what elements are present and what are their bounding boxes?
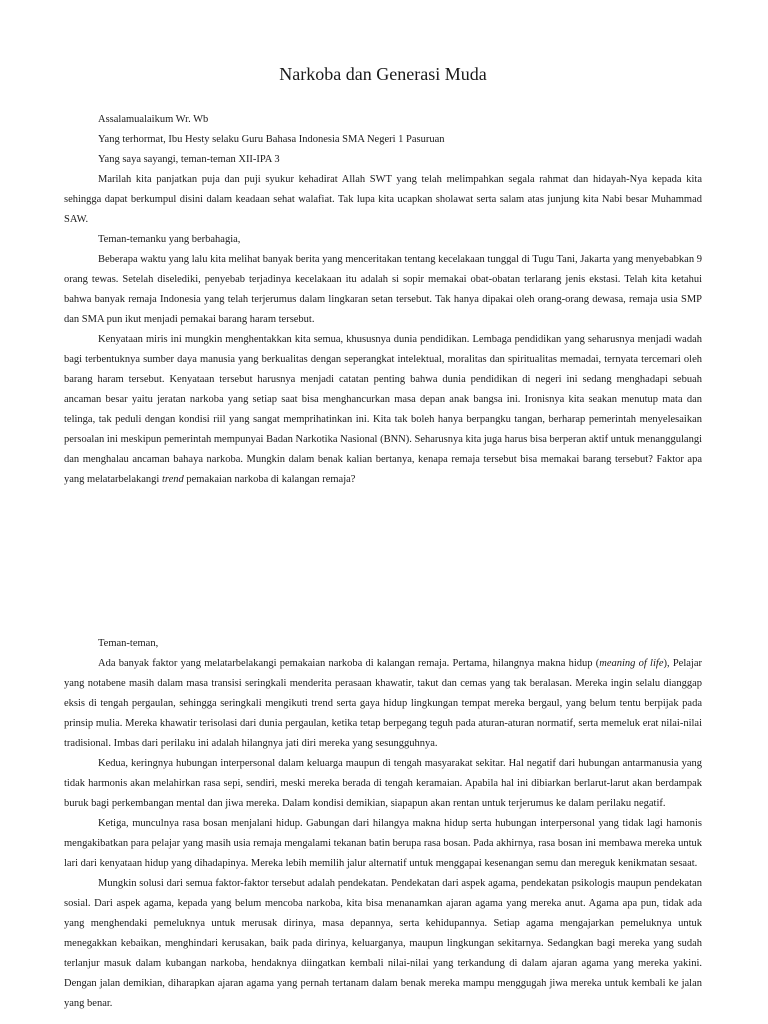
body-paragraph [64, 330, 702, 490]
intro-paragraph: Marilah kita panjatkan puja dan puji syukur kehadirat Allah SWT yang telah melimpahkan segala rahmat dan hidayah-Nya kepada kita sehingga dapat berkumpul disini dalam keadaan sehat walafiat. Tak lupa kita ucapkan sholawat serta salam atas junjung kita Nabi besar Muhammad SAW. [64, 174, 702, 225]
document-title: Narkoba dan Generasi Muda [279, 64, 487, 84]
text-run: ), Pelajar yang notabene masih dalam masa transisi seringkali menderita perasaan khawatir, takut dan cemas yang tak beralasan. Mereka ingin selalu dianggap eksis di tengah pergaulan, sehingga seringkali mengikuti trend serta gaya hidup lingkungan tempat mereka bergaul, yang belum tentu berpijak pada prinsip mulia. Mereka khawatir terisolasi dari dunia pergaulan, ketika tetap berpegang teguh pada aturan-aturan normatif, serta memeluk erat nilai-nilai tradisional. Imbas dari perilaku ini adalah hilangnya jati diri mereka yang sesungguhnya. [64, 658, 702, 749]
address-line: Teman-teman, [98, 638, 159, 649]
body-paragraph: Ketiga, munculnya rasa bosan menjalani hidup. Gabungan dari hilangya makna hidup serta hubungan interpersonal yang tidak lagi hamonis mengakibatkan para pelajar yang masih usia remaja mengalami tekanan batin berupa rasa bosan. Pada akhirnya, rasa bosan ini membawa mereka untuk lari dari kenyataan hidup yang dihadapinya. Mereka lebih memilih jalur alternatif untuk menggapai kesenangan semu dan mereguk kenikmatan sesaat. [64, 818, 702, 869]
greeting-line: Yang saya sayangi, teman-teman XII-IPA 3 [98, 154, 280, 165]
body-paragraph: Beberapa waktu yang lalu kita melihat banyak berita yang menceritakan tentang kecelakaan tunggal di Tugu Tani, Jakarta yang menyebabkan 9 orang tewas. Setelah diselediki, penyebab terjadinya kecelakaan itu adalah si sopir memakai obat-obatan terlarang jenis ekstasi. Telah kita ketahui bahwa banyak remaja Indonesia yang telah terjerumus dalam lingkaran setan tersebut. Tak hanya dipakai oleh orang-orang dewasa, remaja usia SMP dan SMA pun ikut menjadi pemakai barang haram tersebut. [64, 254, 702, 325]
text-run: Ada banyak faktor yang melatarbelakangi pemakaian narkoba di kalangan remaja. Pertama, hilangnya makna hidup ( [98, 658, 600, 669]
body-paragraph: Mungkin solusi dari semua faktor-faktor tersebut adalah pendekatan. Pendekatan dari aspek agama, pendekatan psikologis maupun pendekatan sosial. Dari aspek agama, kepada yang belum mencoba narkoba, kita bisa menanamkan ajaran agama yang mereka anut. Agama apa pun, tidak ada yang menghendaki pemeluknya untuk merusak dirinya, masa depannya, serta kehidupannya. Setiap agama mengajarkan pemeluknya untuk menegakkan kebaikan, menghindari kerusakan, baik pada dirinya, keluarganya, maupun lingkungan sekitarnya. Sedangkan bagi mereka yang sudah terlanjur masuk dalam kubangan narkoba, hendaknya diingatkan kembali nilai-nilai yang terkandung di dalam ajaran agama yang mereka yakini. Dengan jalan demikian, diharapkan ajaran agama yang pernah tertanam dalam benak mereka mampu menggugah jiwa mereka untuk kembali ke jalan yang benar. [64, 878, 702, 1009]
address-line: Teman-temanku yang berbahagia, [98, 234, 241, 245]
greeting-line: Yang terhormat, Ibu Hesty selaku Guru Bahasa Indonesia SMA Negeri 1 Pasuruan [98, 134, 445, 145]
italic-term: meaning of life [599, 658, 664, 669]
greeting-line: Assalamualaikum Wr. Wb [98, 114, 209, 125]
text-run: pemakaian narkoba di kalangan remaja? [183, 474, 356, 485]
body-paragraph [64, 654, 702, 754]
text-run: Kenyataan miris ini mungkin menghentakkan kita semua, khususnya dunia pendidikan. Lembaga pendidikan yang seharusnya menjadi wadah bagi terbentuknya sumber daya manusia yang berkualitas dengan seperangkat intelektual, moralitas dan spiritualitas memadai, ternyata tercemari oleh barang haram tersebut. Kenyataan tersebut harusnya menjadi catatan penting bahwa dunia pendidikan di negeri ini sedang menghadapi sebuah ancaman besar yaitu jeratan narkoba yang setiap saat bisa menghancurkan masa depan anak bangsa ini. Ironisnya kita seakan menutup mata dan telinga, tak peduli dengan kondisi riil yang sangat memprihatinkan ini. Kita tak boleh hanya berpangku tangan, berharap pemerintah menyelesaikan persoalan ini meskipun pemerintah mempunyai Badan Narkotika Nasional (BNN). Seharusnya kita juga harus bisa berperan aktif untuk menanggulangi dan menghalau ancaman bahaya narkoba. Mungkin dalam benak kalian bertanya, kenapa remaja tersebut bisa memakai barang tersebut? Faktor apa yang melatarbelakangi [64, 334, 702, 485]
document-page [64, 60, 702, 1014]
page-gap [64, 490, 702, 634]
italic-term: trend [161, 474, 184, 485]
body-paragraph: Kedua, keringnya hubungan interpersonal dalam keluarga maupun di tengah masyarakat sekitar. Hal negatif dari hubungan antarmanusia yang tidak harmonis akan melahirkan rasa sepi, sendiri, meski mereka berada di tengah keramaian. Apabila hal ini dibiarkan berlarut-larut akan berdampak buruk bagi perkembangan mental dan jiwa mereka. Dalam kondisi demikian, siapapun akan rentan untuk terjerumus ke dalam perilaku negatif. [64, 758, 702, 809]
